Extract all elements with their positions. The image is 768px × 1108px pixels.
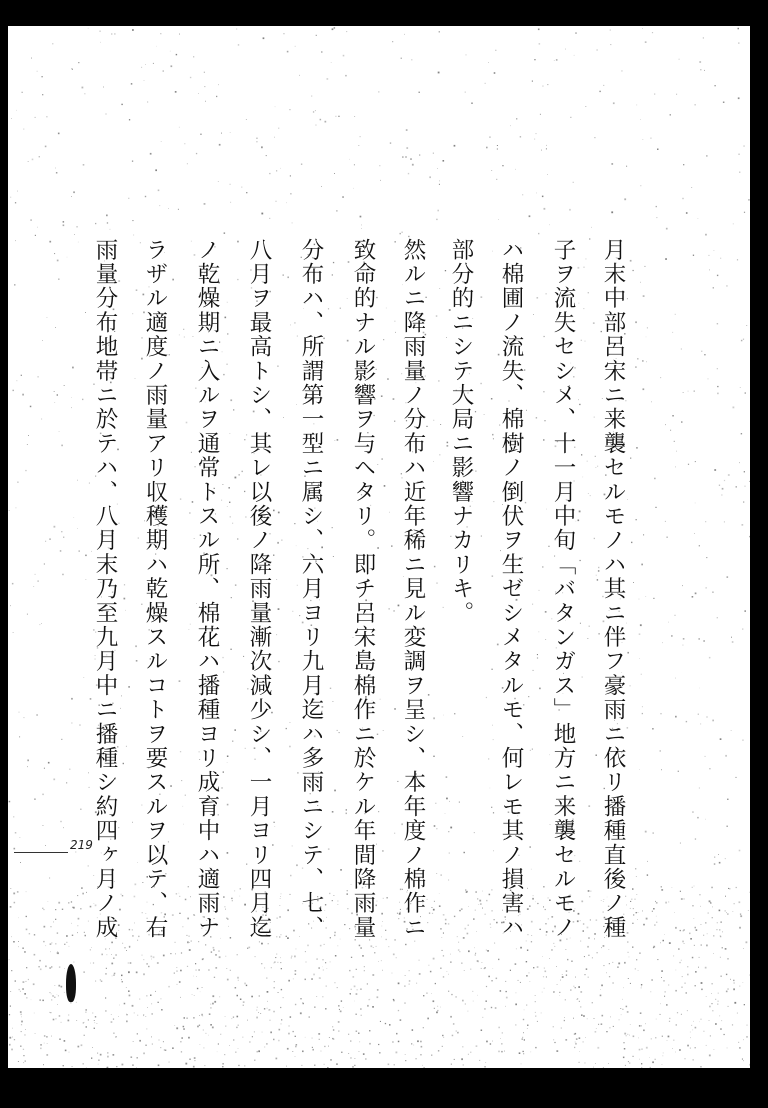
text-line-5: 然ルニ降雨量ノ分布ハ近年稀ニ見ル変調ヲ呈シ、本年度ノ棉作ニ [400,238,426,940]
margin-page-number: 219 [70,838,93,852]
margin-rule [14,852,68,853]
text-line-10: ラザル適度ノ雨量アリ収穫期ハ乾燥スルコトヲ要スルヲ以テ、右 [142,238,168,940]
text-line-8: 八月ヲ最高トシ、其レ以後ノ降雨量漸次減少シ、一月ヨリ四月迄 [246,238,272,940]
text-line-7: 分布ハ、所謂第一型ニ属シ、六月ヨリ九月迄ハ多雨ニシテ、七、 [298,238,324,940]
text-line-11: 雨量分布地帯ニ於テハ、八月末乃至九月中ニ播種シ約四ヶ月ノ成 [92,238,118,940]
text-line-6: 致命的ナル影響ヲ与ヘタリ。即チ呂宋島棉作ニ於ケル年間降雨量 [350,238,376,940]
document-page [8,26,750,1068]
text-line-4: 部分的ニシテ大局ニ影響ナカリキ。 [448,238,474,626]
text-line-1: 月末中部呂宋ニ来襲セルモノハ其ニ伴フ豪雨ニ依リ播種直後ノ種 [600,238,626,940]
text-line-2: 子ヲ流失セシメ、十一月中旬「バタンガス」地方ニ来襲セルモノ [550,238,576,940]
ink-blot [66,964,76,1002]
text-line-3: ハ棉圃ノ流失、棉樹ノ倒伏ヲ生ゼシメタルモ、何レモ其ノ損害ハ [498,238,524,940]
text-line-9: ノ乾燥期ニ入ルヲ通常トスル所、棉花ハ播種ヨリ成育中ハ適雨ナ [194,238,220,940]
